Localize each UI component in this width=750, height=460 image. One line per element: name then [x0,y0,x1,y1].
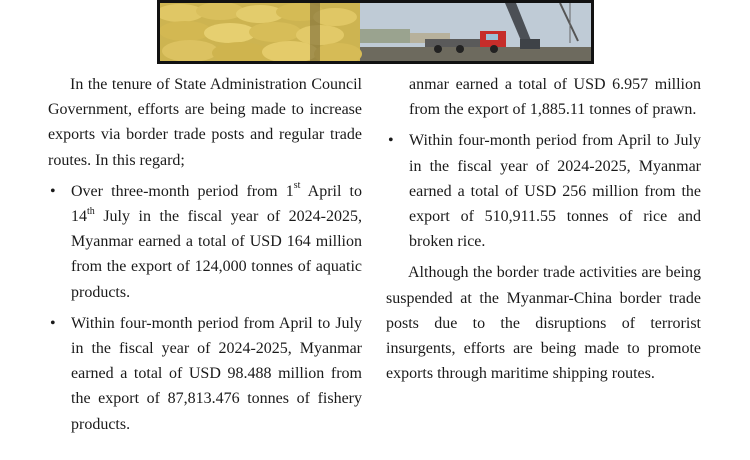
bullet-icon: • [50,314,56,332]
export-list-right [386,128,701,254]
continued-paragraph: anmar earned a total of USD 6.957 million from the export of 1,885.11 tonnes of prawn. [409,76,701,119]
list-item [386,128,701,254]
list-item [48,311,362,437]
bullet-icon: • [388,132,394,150]
closing-paragraph: Although the border trade activities are being suspended at the Myanmar-China border trade posts due to the disruptions of terrorist insurgents, efforts are being made to promote exports through maritime shipping routes. [386,264,701,383]
bullet-text-part: July in the fiscal year of 2024-2025, Myanmar earned a total of USD 164 million from the export of 124,000 tonnes of aquatic products. [71,208,362,301]
list-item [48,179,362,305]
right-column [386,72,701,386]
bullet-text-part: Over three-month period from 1 [71,182,294,200]
ordinal-suffix: th [87,205,95,217]
export-list-left [48,179,362,437]
cargo-photo [157,0,594,64]
bullet-text-part: April to 14 [71,182,363,226]
ordinal-suffix: st [293,180,301,192]
bullet-text: Within four-month period from April to July in the fiscal year of 2024-2025, Myanmar earned a total of USD 256 million from the export of 510,911.55 tonnes of rice and broken rice. [409,132,701,251]
intro-paragraph: In the tenure of State Administration Council Government, efforts are being made to increase exports via border trade posts and regular trade routes. In this regard; [48,76,362,169]
bullet-icon: • [50,182,56,200]
bullet-text: Within four-month period from April to July in the fiscal year of 2024-2025, Myanmar earned a total of USD 98.488 million from the export of 87,813.476 tonnes of fishery products. [71,314,362,433]
left-column [48,72,362,443]
